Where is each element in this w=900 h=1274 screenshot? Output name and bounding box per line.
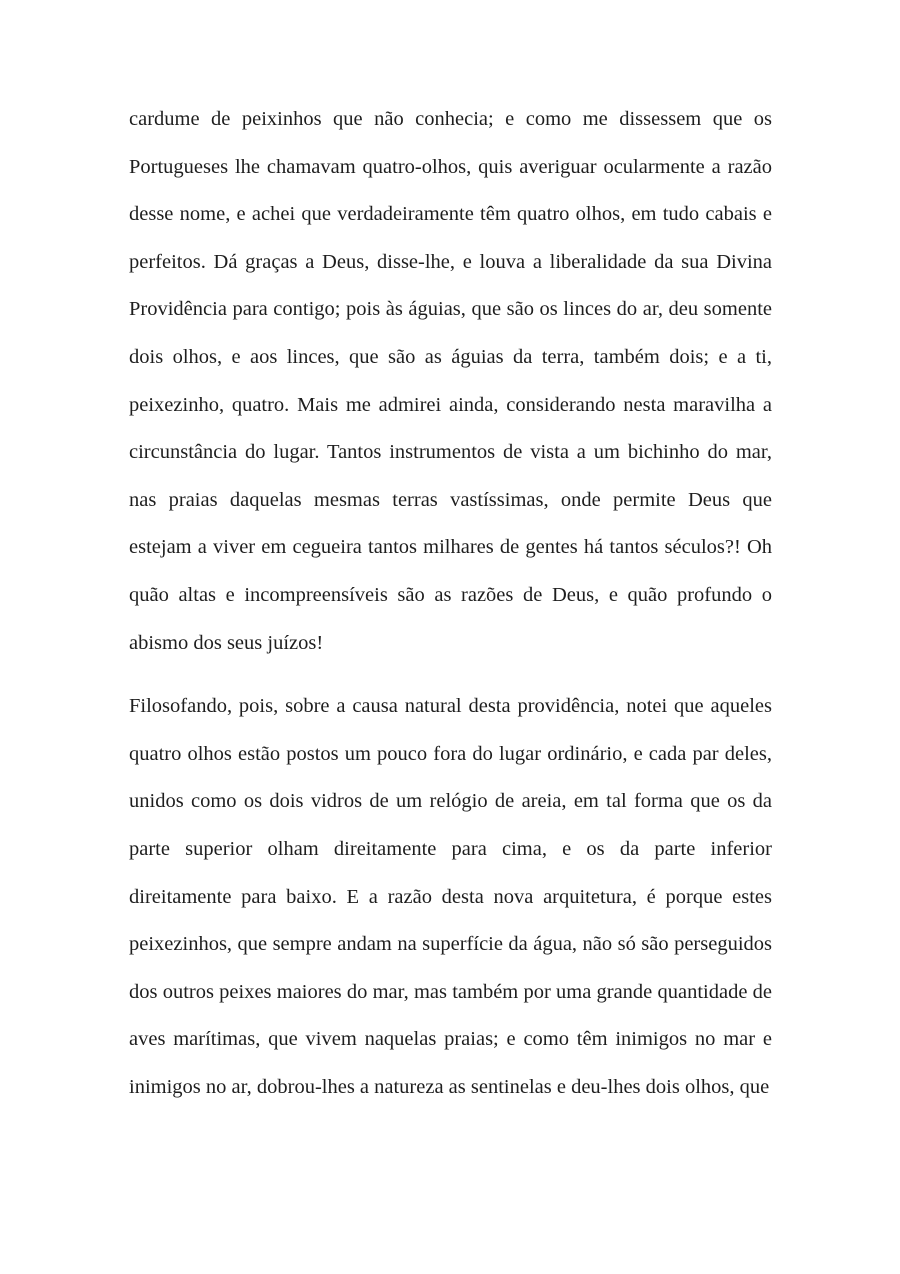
paragraph-2: Filosofando, pois, sobre a causa natural desta providência, notei que aqueles quatro olhos estão postos um pouco fora do lugar ordinário, e cada par deles, unidos como os dois vidros de um relógio de areia, em tal forma que os da parte superior olham direitamente para cima, e os da parte inferior direitamente para baixo. E a razão desta nova arquitetura, é porque estes peixezinhos, que sempre andam na superfície da água, não só são perseguidos dos outros peixes maiores do mar, mas também por uma grande quantidade de aves marítimas, que vivem naquelas praias; e como têm inimigos no mar e inimigos no ar, dobrou-lhes a natureza as sentinelas e deu-lhes dois olhos, que bbox=[129, 695, 772, 1098]
document-page bbox=[129, 96, 772, 1111]
paragraph-1: cardume de peixinhos que não conhecia; e como me dissessem que os Portugueses lhe chamavam quatro-olhos, quis averiguar ocularmente a razão desse nome, e achei que verdadeiramente têm quatro olhos, em tudo cabais e perfeitos. Dá graças a Deus, disse-lhe, e louva a liberalidade da sua Divina Providência para contigo; pois às águias, que são os linces do ar, deu somente dois olhos, e aos linces, que são as águias da terra, também dois; e a ti, peixezinho, quatro. Mais me admirei ainda, considerando nesta maravilha a circunstância do lugar. Tantos instrumentos de vista a um bichinho do mar, nas praias daquelas mesmas terras vastíssimas, onde permite Deus que estejam a viver em cegueira tantos milhares de gentes há tantos séculos?! Oh quão altas e incompreensíveis são as razões de Deus, e quão profundo o abismo dos seus juízos! bbox=[129, 108, 772, 654]
